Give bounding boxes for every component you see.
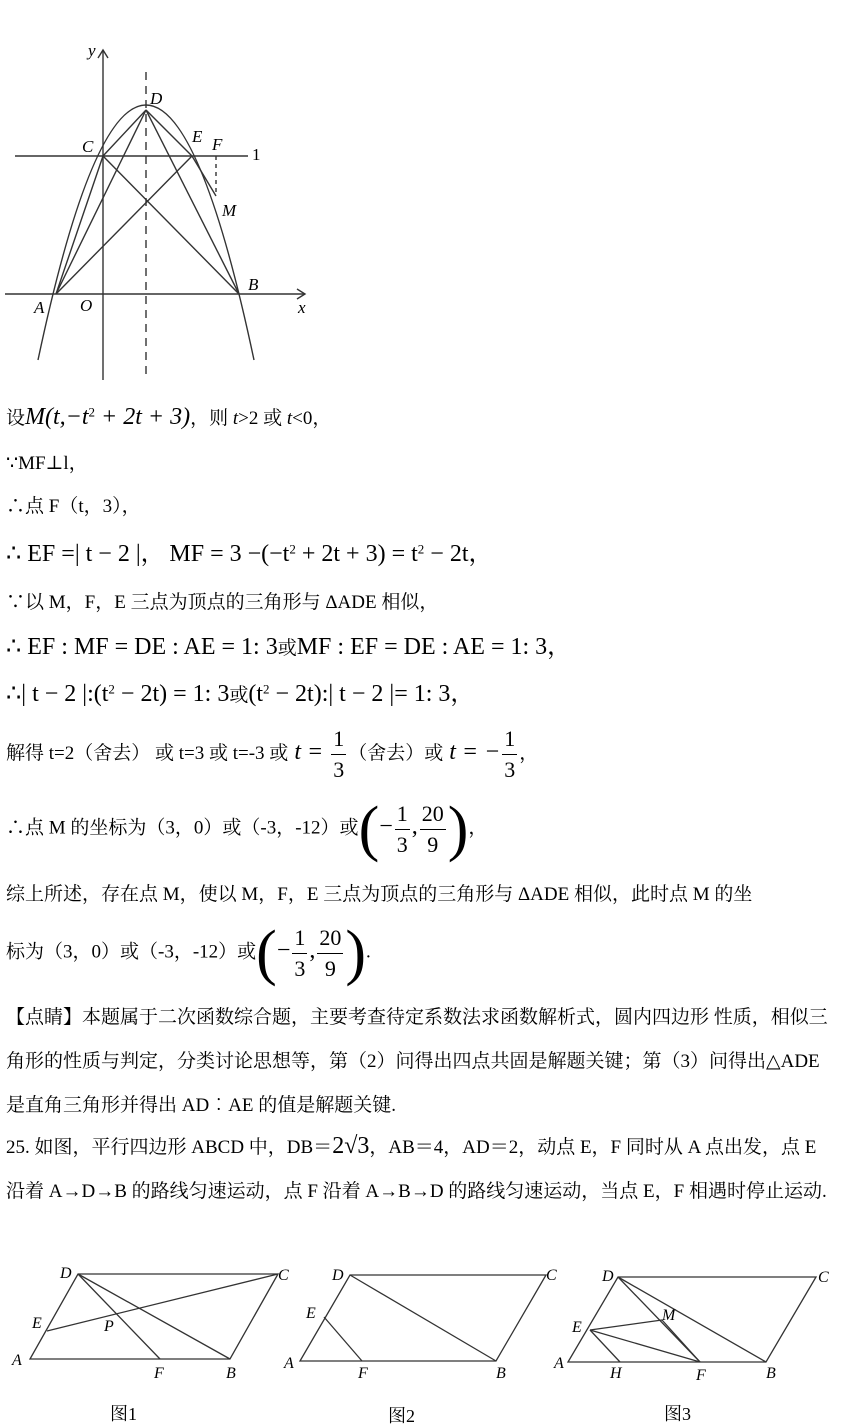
- solution-line-4: ∴ EF =| t − 2 |， MF = $3 -(-t^2 + 2t + 3) = t^2 - 2t$，: [6, 541, 493, 567]
- caption-fig3: 图3: [664, 1404, 691, 1424]
- solution-line-5: ∵以 M，F，E 三点为顶点的三角形与 ΔADE 相似，: [6, 592, 439, 613]
- dianjing-paragraph: 【点睛】本题属于二次函数综合题，主要考查待定系数法求函数解析式，圆内四边形 性质，相似三角形的性质与判定，分类讨论思想等，第（2）问得出四点共固是解题关键；第（3）问得出△ADE 是直角三角形并得出 AD︰AE 的值是解题关键.: [6, 1007, 828, 1116]
- svg-text:B: B: [226, 1365, 236, 1382]
- solution-line-3: ∴点 F（t，3），: [6, 496, 141, 517]
- svg-text:F: F: [696, 1367, 706, 1384]
- solution-line-7: ∴| t − 2 $|:(t^2 - 2t) = 1$: 3或($t^2$ − 2t):| t − 2 |= 1: 3，: [6, 681, 475, 707]
- label-E: E: [192, 127, 203, 146]
- svg-text:P: P: [104, 1318, 114, 1335]
- svg-text:F: F: [154, 1365, 164, 1382]
- solution-line-11: 标为（3，0）或（-3，-12）或(− $\frac{1}{3}$ , $\frac{20}{9}$ ).: [6, 919, 371, 987]
- caption-fig2: 图2: [388, 1406, 415, 1426]
- figure-3: [550, 1260, 845, 1426]
- label-y: y: [88, 41, 96, 60]
- label-M: M: [222, 201, 237, 220]
- figure-1: [0, 1260, 300, 1426]
- parabola-figure: [0, 0, 330, 390]
- svg-text:M: M: [662, 1307, 676, 1324]
- svg-text:F: F: [358, 1365, 368, 1382]
- solution-line-10: 综上所述，存在点 M，使以 M，F，E 三点为顶点的三角形与 ΔADE 相似，此时点 M 的坐: [6, 884, 753, 905]
- svg-text:A: A: [12, 1352, 22, 1369]
- solution-line-2: ∵MF⊥l，: [6, 453, 88, 474]
- label-l: 1: [252, 145, 261, 164]
- svg-text:E: E: [572, 1319, 582, 1336]
- label-F: F: [212, 135, 223, 154]
- solution-line-9: ∴点 M 的坐标为（3，0）或（-3，-12）或(− $\frac{1}{3}$ , $\frac{20}{9}$ )，: [6, 795, 488, 863]
- solution-line-1: 设$M(t,-t^2 + 2t + 3)$，则 t>2 或 t<0，: [6, 404, 332, 430]
- svg-text:D: D: [332, 1267, 344, 1284]
- svg-text:B: B: [766, 1365, 776, 1382]
- label-D: D: [150, 89, 163, 108]
- svg-text:B: B: [496, 1365, 506, 1382]
- svg-text:E: E: [306, 1305, 316, 1322]
- label-x: x: [298, 298, 306, 317]
- caption-fig1: 图1: [110, 1404, 137, 1424]
- label-A: A: [34, 298, 45, 317]
- svg-text:A: A: [554, 1355, 564, 1372]
- svg-text:H: H: [610, 1365, 622, 1382]
- label-O: O: [80, 296, 93, 315]
- svg-text:C: C: [546, 1267, 557, 1284]
- label-B: B: [248, 275, 259, 294]
- problem-25-paragraph: 25. 如图，平行四边形 ABCD 中，DB＝2√3，AB＝4，AD＝2，动点 E，F 同时从 A 点出发，点 E 沿着 A→D→B 的路线匀速运动，点 F 沿着 A→B→D 的路线匀速运动，当点 E，F 相遇时停止运动.: [6, 1133, 827, 1202]
- figure-2: [280, 1260, 570, 1426]
- label-C: C: [82, 137, 94, 156]
- svg-text:C: C: [278, 1267, 289, 1284]
- svg-text:D: D: [60, 1265, 72, 1282]
- solution-line-6: ∴ EF : MF = DE : AE = 1: 3或MF : EF = DE : AE = 1: 3，: [6, 634, 572, 660]
- svg-text:C: C: [818, 1269, 829, 1286]
- svg-text:E: E: [32, 1315, 42, 1332]
- solution-line-8: 解得 t=2（舍去） 或 t=3 或 t=-3 或 t = $\frac{1}{3}$ （舍去）或 t = − $\frac{1}{3}$ ，: [6, 726, 539, 782]
- svg-text:D: D: [602, 1268, 614, 1285]
- svg-text:A: A: [284, 1355, 294, 1372]
